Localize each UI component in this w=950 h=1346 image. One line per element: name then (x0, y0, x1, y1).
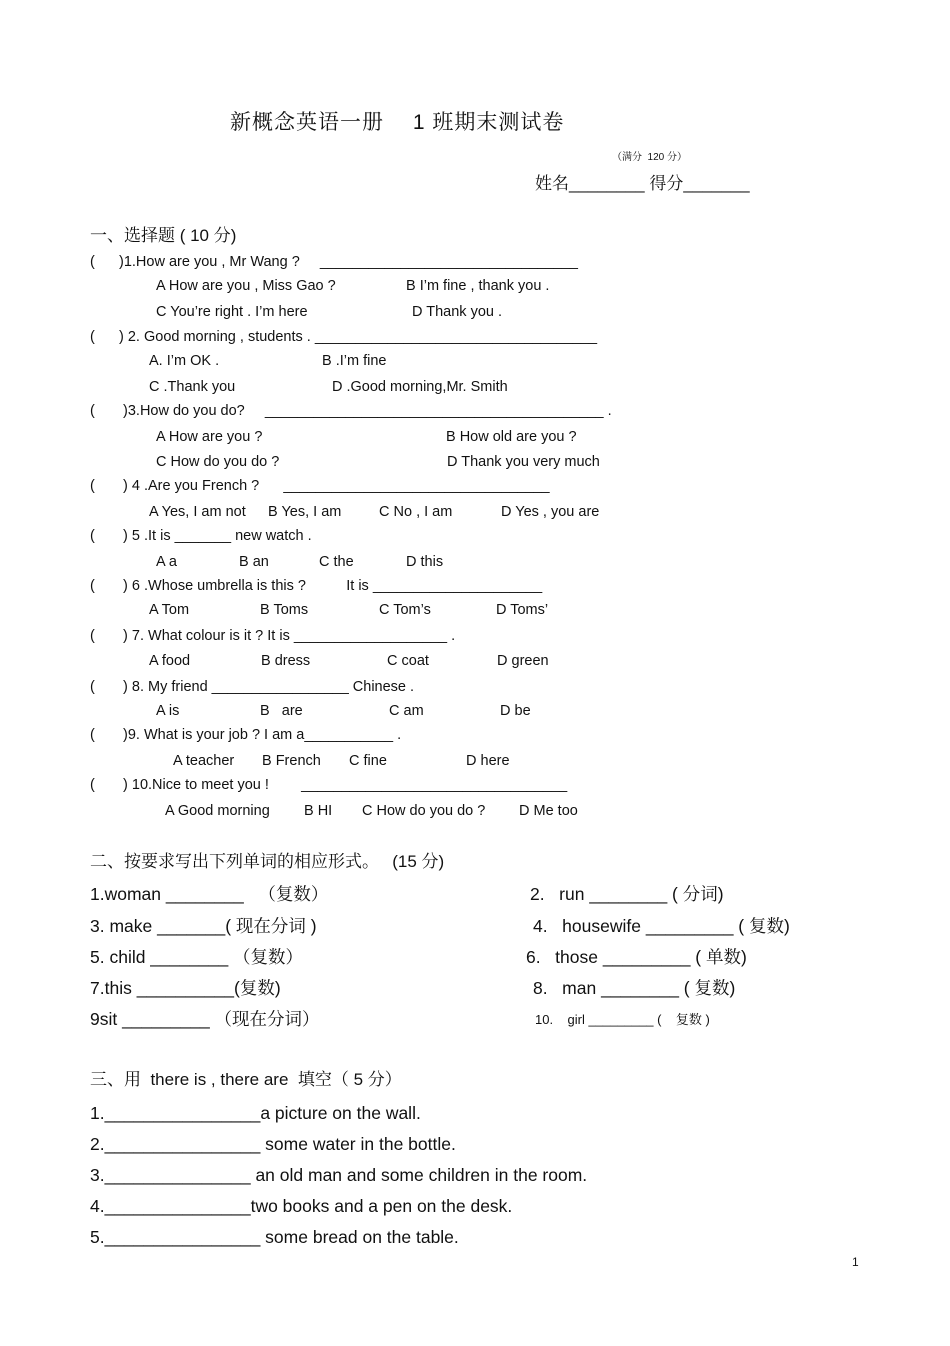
section1-heading: 一、选择题 ( 10 分) (90, 226, 237, 245)
option-3c: C How do you do ? (156, 454, 280, 470)
option-7b: B dress (261, 653, 311, 669)
question-4: ( ) 4 .Are you French ? _________________________________ (90, 478, 550, 494)
option-5d: D this (406, 554, 444, 570)
question-6: ( ) 6 .Whose umbrella is this ? It is _____________________ (90, 578, 543, 594)
option-10c: C How do you do ? (362, 803, 486, 819)
option-3d: D Thank you very much (447, 454, 600, 470)
word-form-item: 2. run ________ ( 分词) (530, 884, 724, 904)
word-form-item: 5. child ________ （复数） (90, 947, 304, 967)
question-3: ( )3.How do you do? __________________________________________ . (90, 403, 612, 419)
option-1b: B I’m fine , thank you . (406, 278, 550, 294)
option-8d: D be (500, 703, 531, 719)
question-8: ( ) 8. My friend _________________ Chinese . (90, 679, 415, 695)
fill-blank-item: 4._______________two books and a pen on the desk. (90, 1196, 513, 1216)
option-5c: C the (319, 554, 354, 570)
word-form-item: 4. housewife _________ ( 复数) (533, 916, 790, 936)
option-6b: B Toms (260, 602, 309, 618)
option-4d: D Yes , you are (501, 504, 600, 520)
option-5b: B an (239, 554, 269, 570)
section3-heading: 三、用 there is , there are 填空（ 5 分） (90, 1070, 402, 1089)
option-2c: C .Thank you (149, 379, 236, 395)
option-4a: A Yes, I am not (149, 504, 246, 520)
fill-blank-item: 2.________________ some water in the bottle. (90, 1134, 456, 1154)
option-9a: A teacher (173, 753, 235, 769)
question-1: ( )1.How are you , Mr Wang ? ________________________________ (90, 254, 578, 270)
option-10a: A Good morning (165, 803, 270, 819)
question-7: ( ) 7. What colour is it ? It is ___________________ . (90, 628, 456, 644)
page-number: 1 (852, 1255, 859, 1269)
question-9: ( )9. What is your job ? I am a___________ . (90, 727, 402, 743)
page-title: 新概念英语一册 1 班期末测试卷 (230, 111, 565, 134)
question-2: ( ) 2. Good morning , students . ___________________________________ (90, 329, 598, 345)
option-6c: C Tom’s (379, 602, 431, 618)
option-10b: B HI (304, 803, 333, 819)
fill-blank-item: 5.________________ some bread on the table. (90, 1227, 459, 1247)
option-3a: A How are you ? (156, 429, 263, 445)
fill-blank-item: 3._______________ an old man and some children in the room. (90, 1165, 588, 1185)
option-9b: B French (262, 753, 321, 769)
question-5: ( ) 5 .It is _______ new watch . (90, 528, 312, 544)
option-9d: D here (466, 753, 510, 769)
option-2a: A. I’m OK . (149, 353, 220, 369)
option-3b: B How old are you ? (446, 429, 577, 445)
option-5a: A a (156, 554, 177, 570)
option-6a: A Tom (149, 602, 190, 618)
option-1c: C You’re right . I’m here (156, 304, 308, 320)
option-9c: C fine (349, 753, 387, 769)
option-2b: B .I’m fine (322, 353, 387, 369)
word-form-item: 9sit _________ （现在分词） (90, 1009, 320, 1029)
name-score-line: 姓名________ 得分_______ (535, 174, 750, 193)
option-8a: A is (156, 703, 180, 719)
word-form-item: 8. man ________ ( 复数) (533, 978, 736, 998)
section2-heading: 二、按要求写出下列单词的相应形式。 (15 分) (90, 852, 445, 871)
option-1a: A How are you , Miss Gao ? (156, 278, 336, 294)
option-2d: D .Good morning,Mr. Smith (332, 379, 508, 395)
option-1d: D Thank you . (412, 304, 503, 320)
full-score-note: （满分 120 分） (612, 152, 688, 163)
option-7a: A food (149, 653, 191, 669)
option-4b: B Yes, I am (268, 504, 342, 520)
word-form-item: 7.this __________(复数) (90, 978, 281, 998)
option-10d: D Me too (519, 803, 578, 819)
word-form-item: 6. those _________ ( 单数) (526, 947, 747, 967)
word-form-item: 1.woman ________ （复数） (90, 884, 329, 904)
fill-blank-item: 1.________________a picture on the wall. (90, 1103, 421, 1123)
option-4c: C No , I am (379, 504, 453, 520)
option-6d: D Toms’ (496, 602, 549, 618)
option-7c: C coat (387, 653, 429, 669)
word-form-item: 10. girl _________ ( 复数 ) (535, 1012, 710, 1027)
question-10: ( ) 10.Nice to meet you ! _________________________________ (90, 777, 568, 793)
option-7d: D green (497, 653, 549, 669)
option-8b: B are (260, 703, 303, 719)
word-form-item: 3. make _______( 现在分词 ) (90, 916, 317, 936)
option-8c: C am (389, 703, 424, 719)
